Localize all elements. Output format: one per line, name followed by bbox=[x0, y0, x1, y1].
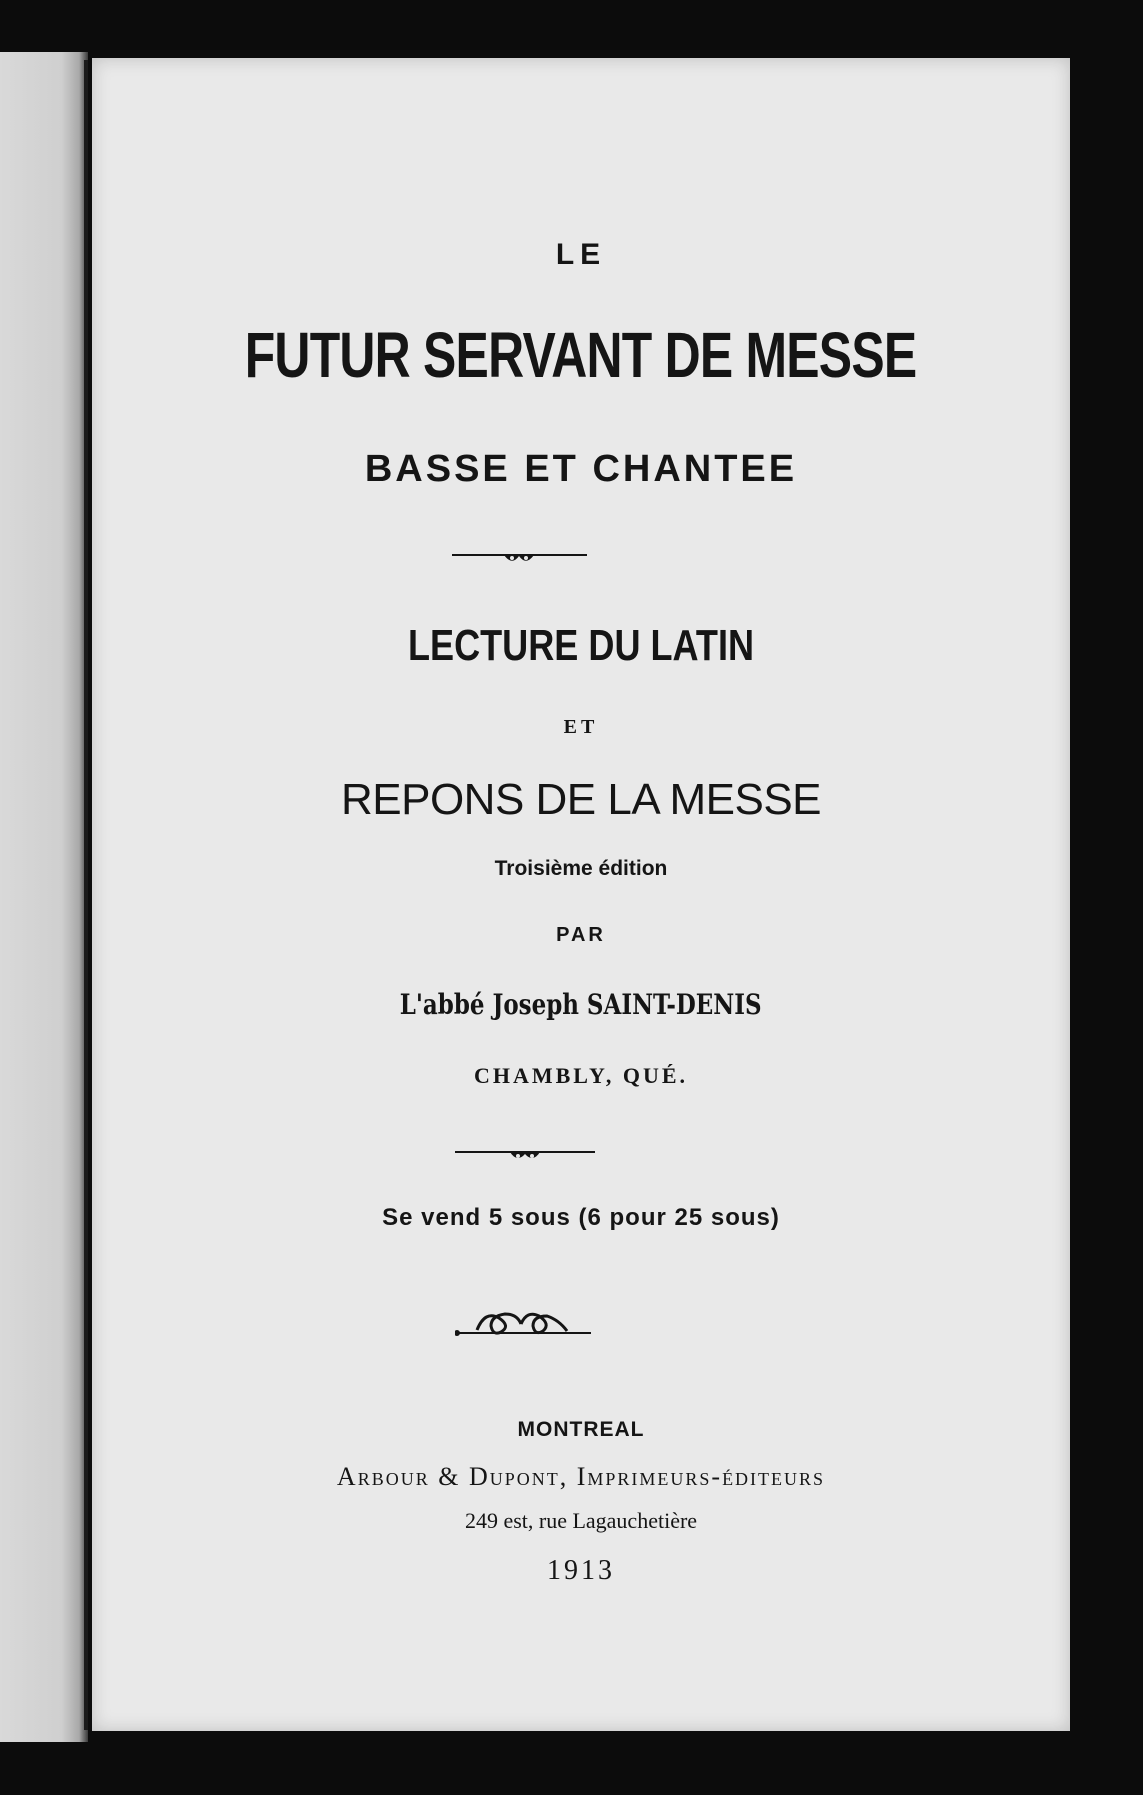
ornament-divider-1 bbox=[452, 548, 587, 570]
title-article: LE bbox=[555, 238, 607, 271]
by-line: PAR bbox=[556, 924, 606, 946]
author-name: L'abbé Joseph SAINT-DENIS bbox=[400, 988, 762, 1021]
adjacent-page-edge bbox=[0, 52, 88, 1742]
ornament-divider-2 bbox=[455, 1146, 595, 1168]
book-title bbox=[92, 318, 1070, 392]
publisher: Arbour & Dupont, Imprimeurs-éditeurs bbox=[336, 1462, 826, 1491]
section-heading-reading-text: LECTURE DU LATIN bbox=[407, 621, 755, 670]
publication-year: 1913 bbox=[547, 1555, 615, 1586]
price-note: Se vend 5 sous (6 pour 25 sous) bbox=[382, 1204, 780, 1231]
author-place: CHAMBLY, QUÉ. bbox=[473, 1063, 689, 1088]
publisher-address: 249 est, rue Lagauchetière bbox=[464, 1508, 698, 1533]
author bbox=[92, 988, 1070, 1021]
conjunction: ET bbox=[563, 716, 599, 738]
book-title-text: FUTUR SERVANT DE MESSE bbox=[245, 319, 917, 391]
book-subtitle: BASSE ET CHANTEE bbox=[364, 448, 798, 490]
binding-edge bbox=[84, 60, 88, 1730]
section-heading-responses: REPONS DE LA MESSE bbox=[340, 775, 822, 824]
imprint-city: MONTREAL bbox=[517, 1418, 645, 1441]
ornament-flourish bbox=[455, 1302, 591, 1338]
section-heading-reading bbox=[92, 621, 1070, 671]
edition-statement: Troisième édition bbox=[494, 857, 668, 880]
